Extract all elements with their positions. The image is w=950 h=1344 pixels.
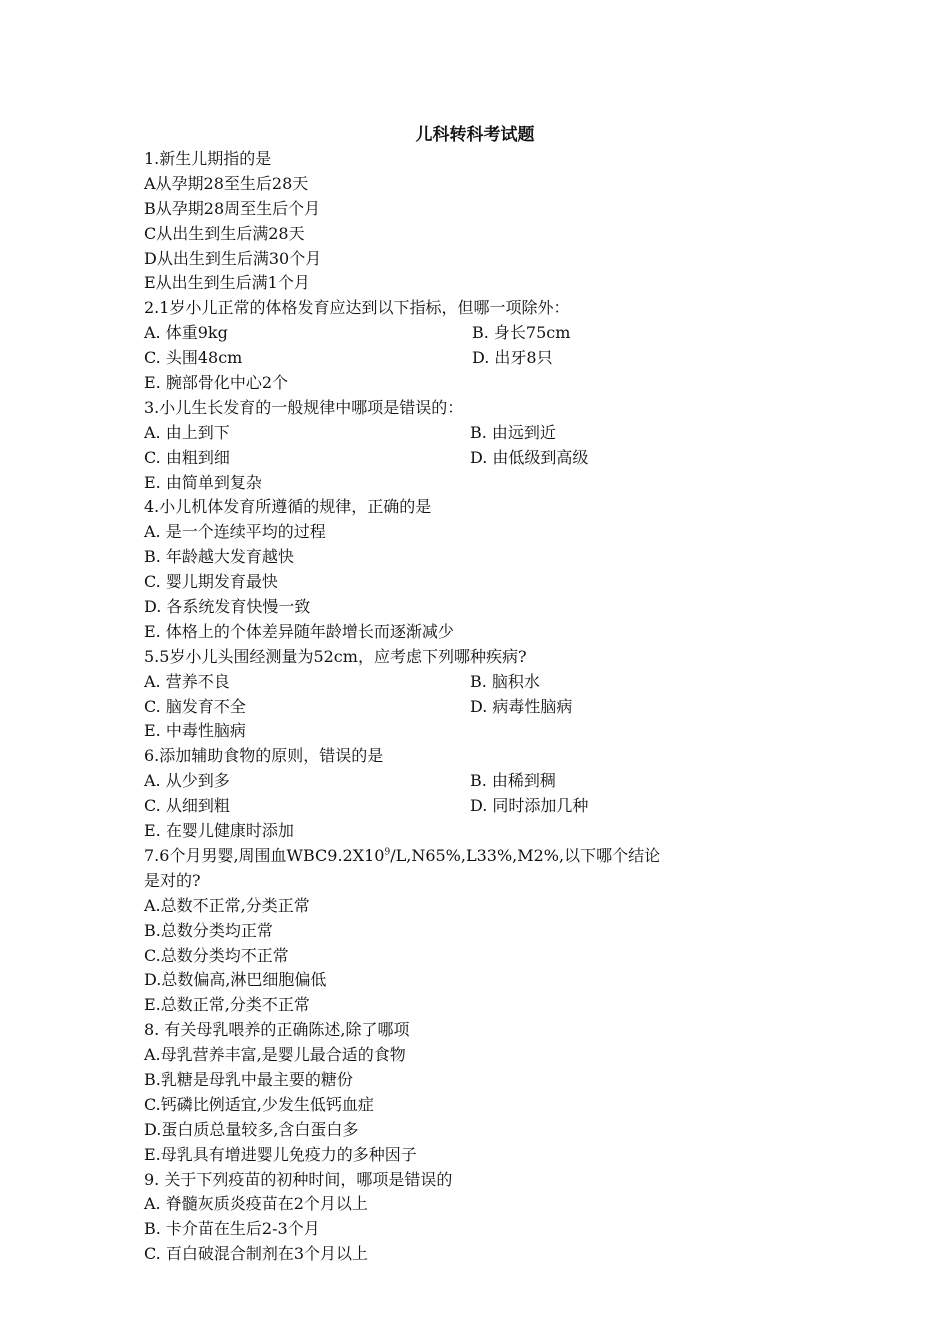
- option-row: [144, 695, 704, 720]
- answer-option: B.总数分类均正常: [144, 920, 273, 940]
- question-stem: 5.5岁小儿头围经测量为52cm，应考虑下列哪种疾病?: [144, 646, 527, 666]
- answer-option: C.总数分类均不正常: [144, 945, 289, 965]
- question-stem: 9. 关于下列疫苗的初种时间，哪项是错误的: [144, 1169, 453, 1189]
- answer-option: A. 是一个连续平均的过程: [144, 522, 326, 542]
- answer-option: D从出生到生后满30个月: [144, 248, 322, 268]
- answer-option: A. 脊髓灰质炎疫苗在2个月以上: [144, 1194, 368, 1214]
- answer-option: C. 头围48cm: [144, 348, 243, 368]
- question-stem: 3.小儿生长发育的一般规律中哪项是错误的：: [144, 397, 464, 417]
- answer-option: A.总数不正常,分类正常: [144, 895, 310, 915]
- answer-option: A. 营养不良: [144, 671, 230, 691]
- answer-option: A. 由上到下: [144, 422, 230, 442]
- answer-option: A.母乳营养丰富,是婴儿最合适的食物: [144, 1045, 406, 1065]
- answer-option: B.乳糖是母乳中最主要的糖份: [144, 1069, 353, 1089]
- answer-option: D. 由低级到高级: [470, 447, 589, 467]
- answer-option: E.总数正常,分类不正常: [144, 995, 310, 1015]
- answer-option: C. 婴儿期发育最快: [144, 572, 278, 592]
- answer-option: D.总数偏高,淋巴细胞偏低: [144, 970, 327, 990]
- answer-option: E从出生到生后满1个月: [144, 273, 310, 293]
- answer-option: B. 脑积水: [470, 671, 540, 691]
- answer-option: C. 百白破混合制剂在3个月以上: [144, 1244, 369, 1264]
- answer-option: C.钙磷比例适宜,少发生低钙血症: [144, 1094, 374, 1114]
- question-stem-text: 7.6个月男婴,周围血WBC9.2X10: [144, 845, 385, 865]
- answer-option: D. 出牙8只: [472, 348, 553, 368]
- question-stem: 4.小儿机体发育所遵循的规律，正确的是: [144, 497, 432, 517]
- answer-option: A. 体重9kg: [144, 323, 228, 343]
- question-stem: [144, 844, 704, 869]
- superscript-exponent: 9: [384, 847, 391, 858]
- answer-option: D.蛋白质总量较多,含白蛋白多: [144, 1119, 359, 1139]
- option-row: [144, 446, 704, 471]
- option-row: [144, 794, 704, 819]
- answer-option: B. 年龄越大发育越快: [144, 547, 294, 567]
- page-title: 儿科转科考试题: [415, 125, 535, 145]
- answer-option: A从孕期28至生后28天: [144, 173, 309, 193]
- answer-option: A. 从少到多: [144, 771, 230, 791]
- answer-option: B. 身长75cm: [472, 323, 571, 343]
- answer-option: D. 同时添加几种: [470, 796, 589, 816]
- answer-option: E. 由简单到复杂: [144, 472, 262, 492]
- option-row: [144, 670, 704, 695]
- question-stem: 6.添加辅助食物的原则，错误的是: [144, 746, 384, 766]
- question-stem-text: /L,N65%,L33%,M2%,以下哪个结论: [390, 845, 661, 865]
- option-row: [144, 346, 704, 371]
- answer-option: E. 体格上的个体差异随年龄增长而逐渐减少: [144, 621, 454, 641]
- option-row: [144, 769, 704, 794]
- answer-option: E. 在婴儿健康时添加: [144, 821, 294, 841]
- question-list: [144, 147, 704, 1267]
- answer-option: E. 腕部骨化中心2个: [144, 373, 289, 393]
- question-stem: 2.1岁小儿正常的体格发育应达到以下指标，但哪一项除外：: [144, 298, 570, 318]
- answer-option: D. 病毒性脑病: [470, 696, 573, 716]
- option-row: [144, 421, 704, 446]
- answer-option: E. 中毒性脑病: [144, 721, 246, 741]
- question-stem-continued: 是对的?: [144, 870, 201, 890]
- answer-option: C从出生到生后满28天: [144, 223, 305, 243]
- question-stem: 1.新生儿期指的是: [144, 149, 272, 168]
- answer-option: B从孕期28周至生后个月: [144, 198, 321, 218]
- answer-option: B. 卡介苗在生后2-3个月: [144, 1219, 320, 1239]
- option-row: [144, 321, 704, 346]
- answer-option: B. 由稀到稠: [470, 771, 556, 791]
- answer-option: C. 脑发育不全: [144, 696, 246, 716]
- answer-option: E.母乳具有增进婴儿免疫力的多种因子: [144, 1144, 417, 1164]
- question-stem: 8. 有关母乳喂养的正确陈述,除了哪项: [144, 1020, 410, 1040]
- answer-option: D. 各系统发育快慢一致: [144, 597, 311, 617]
- answer-option: C. 由粗到细: [144, 447, 230, 467]
- answer-option: C. 从细到粗: [144, 796, 230, 816]
- answer-option: B. 由远到近: [470, 422, 556, 442]
